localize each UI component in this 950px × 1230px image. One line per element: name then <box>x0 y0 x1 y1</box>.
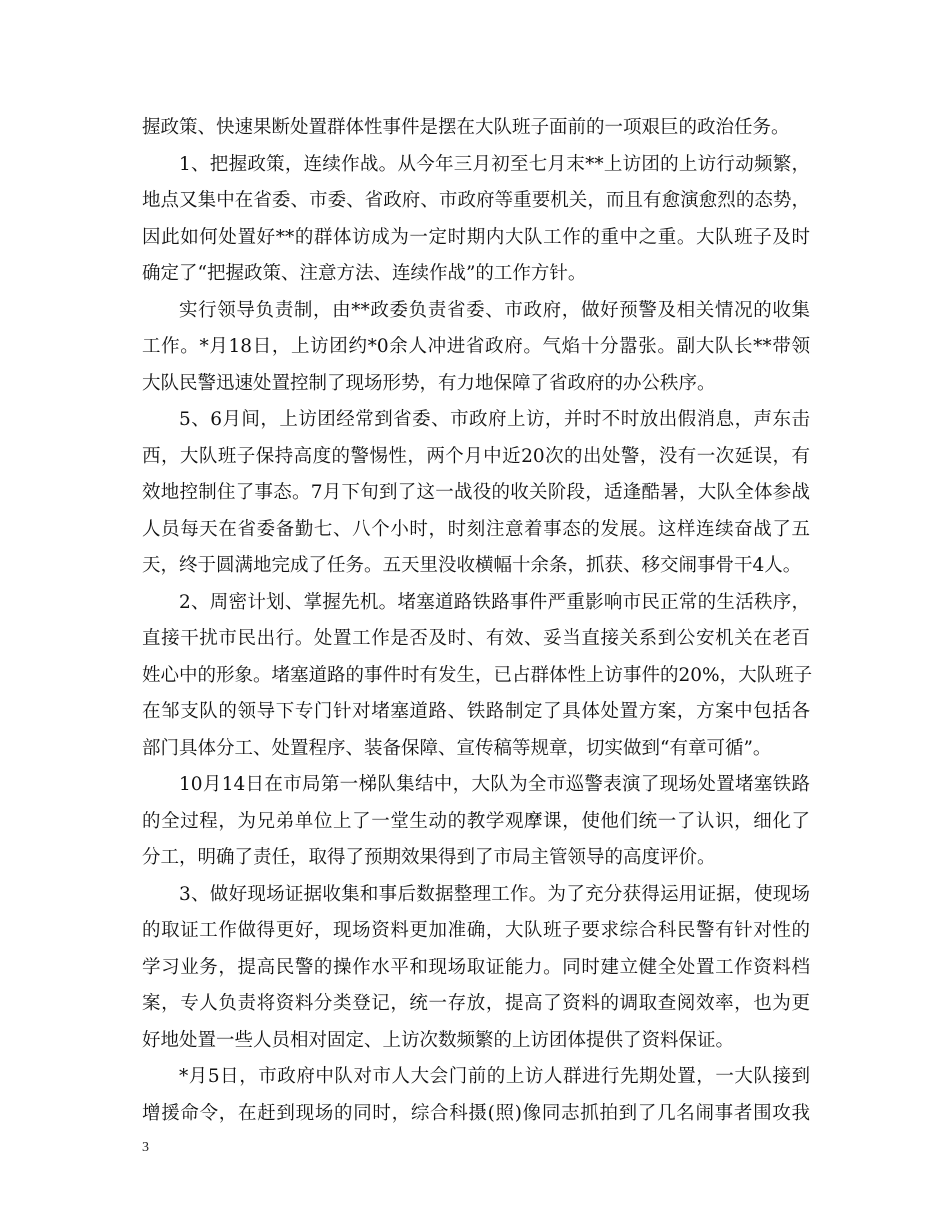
text-line: 实行领导负责制，由**政委负责省委、市政府，做好预警及相关情况的收集 <box>179 299 810 321</box>
text-line: 大队民警迅速处置控制了现场形势，有力地保障了省政府的办公秩序。 <box>142 372 716 394</box>
text-line: 确定了“把握政策、注意方法、连续作战”的工作方针。 <box>142 263 587 284</box>
text-line: 1、把握政策，连续作战。从今年三月初至七月末**上访团的上访行动频繁， <box>179 153 810 175</box>
text-line: 学习业务，提高民警的操作水平和现场取证能力。同时建立健全处置工作资料档 <box>142 956 810 978</box>
text-line: 姓心中的形象。堵塞道路的事件时有发生，已占群体性上访事件的20%，大队班子 <box>142 664 813 686</box>
text-line: 的取证工作做得更好，现场资料更加准确，大队班子要求综合科民警有针对性的 <box>142 920 810 941</box>
text-line: 部门具体分工、处置程序、装备保障、宣传稿等规章，切实做到“有章可循”。 <box>142 737 772 759</box>
text-line: 3、做好现场证据收集和事后数据整理工作。为了充分获得运用证据，使现场 <box>179 883 810 905</box>
text-line: 天，终于圆满地完成了任务。五天里没收横幅十余条，抓获、移交闹事骨干4人。 <box>142 555 802 576</box>
text-line: 西，大队班子保持高度的警惕性，两个月中近20次的出处警，没有一次延误，有 <box>142 445 810 467</box>
text-line: 效地控制住了事态。7月下旬到了这一战役的收关阶段，适逢酷暑，大队全体参战 <box>142 482 810 503</box>
text-line: 分工，明确了责任，取得了预期效果得到了市局主管领导的高度评价。 <box>142 847 716 868</box>
text-line: 增援命令，在赶到现场的同时，综合科摄(照)像同志抓拍到了几名闹事者围攻我 <box>142 1102 810 1124</box>
text-line: *月5日，市政府中队对市人大会门前的上访人群进行先期处置，一大队接到 <box>179 1066 810 1087</box>
text-line: 2、周密计划、掌握先机。堵塞道路铁路事件严重影响市民正常的生活秩序， <box>179 591 810 613</box>
text-line: 工作。*月18日，上访团约*0余人冲进省政府。气焰十分嚣张。副大队长**带领 <box>142 336 810 357</box>
text-line: 案，专人负责将资料分类登记，统一存放，提高了资料的调取查阅效率，也为更 <box>142 993 810 1014</box>
text-line: 10月14日在市局第一梯队集结中，大队为全市巡警表演了现场处置堵塞铁路 <box>179 774 810 795</box>
text-line: 因此如何处置好**的群体访成为一定时期内大队工作的重中之重。大队班子及时 <box>142 226 810 248</box>
text-line: 地点又集中在省委、市委、省政府、市政府等重要机关，而且有愈演愈烈的态势， <box>142 190 810 211</box>
text-line: 在邹支队的领导下专门针对堵塞道路、铁路制定了具体处置方案，方案中包括各 <box>142 701 810 722</box>
body-text <box>142 110 813 1132</box>
text-line: 5、6月间，上访团经常到省委、市政府上访，并时不时放出假消息，声东击 <box>179 409 810 430</box>
text-line: 直接干扰市民出行。处置工作是否及时、有效、妥当直接关系到公安机关在老百 <box>142 628 810 649</box>
page-number: 3 <box>142 1140 149 1155</box>
text-line: 握政策、快速果断处置群体性事件是摆在大队班子面前的一项艰巨的政治任务。 <box>142 117 790 138</box>
text-line: 好地处置一些人员相对固定、上访次数频繁的上访团体提供了资料保证。 <box>142 1029 735 1051</box>
text-line: 的全过程，为兄弟单位上了一堂生动的教学观摩课，使他们统一了认识，细化了 <box>142 810 810 832</box>
text-line: 人员每天在省委备勤七、八个小时，时刻注意着事态的发展。这样连续奋战了五 <box>142 518 810 540</box>
